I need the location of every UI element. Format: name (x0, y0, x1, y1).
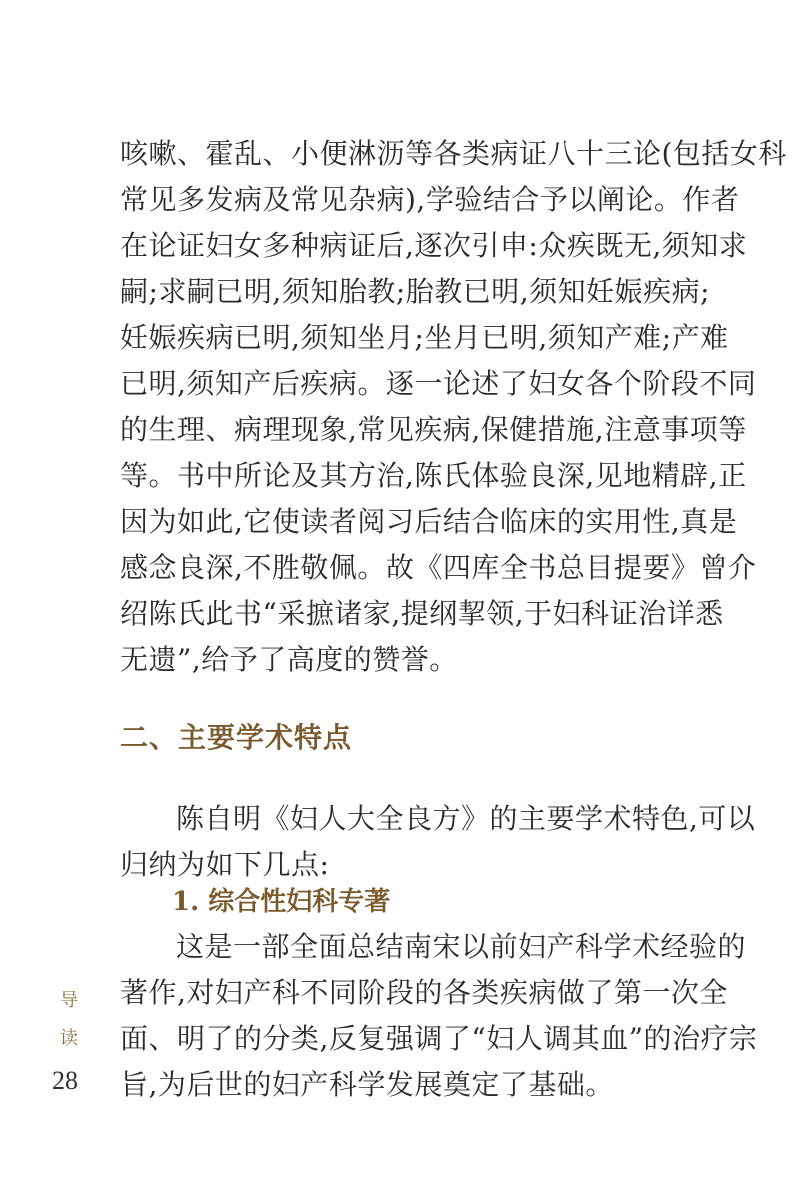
text-line: 在论证妇女多种病证后,逐次引申:众疾既无,须知求 (120, 229, 748, 262)
page-number: 28 (52, 1066, 78, 1095)
text-line: 感念良深,不胜敬佩。故《四库全书总目提要》曾介 (120, 551, 757, 584)
text-line: 归纳为如下几点: (120, 848, 330, 881)
text-line: 旨,为后世的妇产科学发展奠定了基础。 (120, 1068, 614, 1101)
paragraph-subsection (120, 924, 758, 1108)
text-line: 妊娠疾病已明,须知坐月;坐月已明,须知产难;产难 (120, 321, 729, 354)
paragraph-section-intro (120, 796, 756, 888)
text-line: 已明,须知产后疾病。逐一论述了妇女各个阶段不同 (120, 367, 757, 400)
text-line: 常见多发病及常见杂病),学验结合予以阐论。作者 (120, 183, 740, 216)
running-label-char: 读 (60, 1028, 78, 1049)
text-line: 因为如此,它使读者阅习后结合临床的实用性,真是 (120, 505, 738, 538)
text-line: 的生理、病理现象,常见疾病,保健措施,注意事项等 (120, 413, 747, 446)
running-label-char: 导 (60, 990, 78, 1011)
text-line: 面、明了的分类,反复强调了“妇人调其血”的治疗宗 (120, 1022, 758, 1055)
text-line: 无遗”,给予了高度的赞誉。 (120, 643, 458, 676)
paragraph-intro (120, 131, 787, 683)
text-line: 咳嗽、霍乱、小便淋沥等各类病证八十三论(包括女科 (120, 137, 787, 170)
section-heading: 二、主要学术特点 (120, 721, 353, 754)
subsection-heading: 1. 综合性妇科专著 (172, 887, 391, 917)
text-line: 嗣;求嗣已明,须知胎教;胎教已明,须知妊娠疾病; (120, 275, 711, 308)
text-line: 陈自明《妇人大全良方》的主要学术特色,可以 (176, 802, 756, 835)
text-line: 这是一部全面总结南宋以前妇产科学术经验的 (176, 930, 747, 963)
text-line: 绍陈氏此书“采摭诸家,提纲挈领,于妇科证治详悉 (120, 597, 724, 630)
text-line: 著作,对妇产科不同阶段的各类疾病做了第一次全 (120, 976, 728, 1009)
text-line: 等。书中所论及其方治,陈氏体验良深,见地精辟,正 (120, 459, 747, 492)
